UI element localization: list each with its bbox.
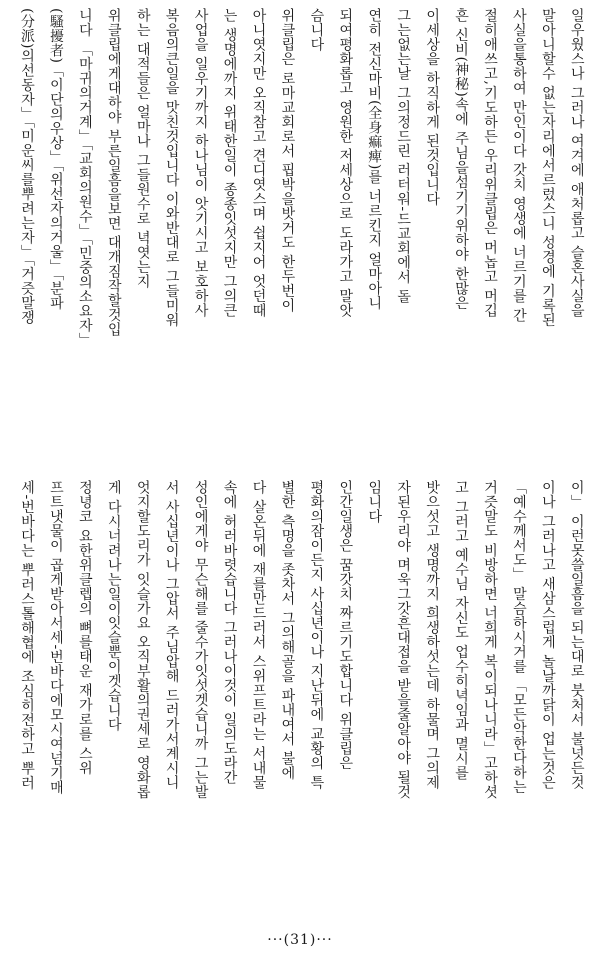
text-column: 인간일생은 꿈갓치 짜르기도합니다 위클립은 <box>337 480 354 771</box>
text-column: 일우웠스나 그러나 여겨에 애처롭고 슬혼사실을 <box>568 8 585 318</box>
text-column: 속에 허러바렷습니다 그러나이것이 일의도라간 <box>221 480 238 785</box>
bottom-text-block <box>14 480 586 920</box>
text-column: 정녕코 요한위클렙의 뼈를태운 재가로를 스위 <box>76 480 93 776</box>
text-column: (騷擾者)「이단의우상」「위선자의거울」「분파 <box>47 8 64 311</box>
text-column: 위클립에게대하야 부른일흠을보면 대개짐작할것입 <box>105 8 122 337</box>
text-column: (分派)의선동자」「미운씨를뿌려는자」「거즛말쟁 <box>19 8 35 325</box>
text-column: 서 사십년이나 그압서 주님압해 드러가서계시니 <box>163 480 180 790</box>
text-column: 게 다시너려나는일이잇슬뿐이겟습니다 <box>105 480 122 732</box>
text-column: 말아니할수 없는자리에서르렀스니 성경에 기록된 <box>539 8 556 328</box>
text-column: 세-번바다는 뿌러스톨해협에 조심히전하고 뿌러 <box>19 480 35 791</box>
text-column: 되여평화롭고 영원한 저세상으로 도라가고 말앗 <box>337 8 354 318</box>
text-column: 니다 「마귀의거계」「교회의원수」「민중의소요자」 <box>76 8 93 347</box>
text-column: 별한 측명을 좃차서 그의해골을 파내여서 불에 <box>279 480 296 781</box>
text-column: 절히애쓰고,기도하든 우리위클립은 머놉고 머깁 <box>482 8 498 318</box>
text-column: 사실을통하여 만인이다 갓치 영생에 너르기를 간 <box>510 8 527 323</box>
text-column: 아니엿지만 오직참고 견디엿스며 쉽지어 엇던때 <box>250 8 267 318</box>
text-column: 자된우리야 며욱그갓흔대접을 받을줄알아야 될것 <box>395 480 412 800</box>
text-column: 밧으섯고 생명까지 희생하섯는데 하물며 그의제 <box>424 480 441 790</box>
text-column: 엇지할도리가 잇슬가요 오직부활의권세로 영화롭 <box>134 480 151 800</box>
text-column: 「예수께서도」 말슴하시거를 「모든악한다하는 <box>510 480 527 795</box>
text-column: 는 생명에까지 위태한일이 종종잇섯지만 그의큰 <box>221 8 238 318</box>
text-column: 그는없는날 그의정드린 러터워-드교회에서 돌 <box>395 8 412 304</box>
text-column: 프트냇물이 곱게받아서세-번바다에모시여넘기매 <box>47 480 64 795</box>
text-column: 다 살온뒤에 재를만드러서 스위프트라는 서내물 <box>250 480 267 790</box>
text-column: 거즛말도 비방하면 너희게 복이되나니라」고하셧 <box>482 480 498 800</box>
text-column: 흔 신비(神秘)속에 주님을섬기기위하야 한많은 <box>453 8 470 311</box>
text-column: 연히 전신마비(全身痲痺)를 너르킨지 얼마아니 <box>366 8 383 311</box>
text-column: 성인에게야 무슨해를 줄수가잇섯겟습니까 그는발 <box>192 480 209 800</box>
text-column: 슴니다 <box>308 8 325 52</box>
text-column: 고 그러고 예수님 자신도 업수히녁임과 멸시를 <box>453 480 470 781</box>
text-column: 복음의큰일을 맛친것입니다 이와반대로 그들미워 <box>163 8 180 328</box>
text-column: 이나 그러나고 새삼스럽게 놀날까닭이 업는것은 <box>539 480 556 790</box>
text-column: 평화의잠이든지 사십년이나 지난뒤에 교황의 특 <box>308 480 325 790</box>
page-number: ···(31)··· <box>267 932 333 948</box>
top-text-block <box>14 8 586 458</box>
text-column: 위클립은 로마교회로서 핍박을밧거도 한두번이 <box>279 8 296 313</box>
text-column: 이」 이런못쓸일흠을 되는대로 붓처서 불넛든것 <box>568 480 585 790</box>
text-column: 사업을 일우기까지 하나님이 앗기시고 보호하사 <box>192 8 209 318</box>
text-column: 임니다 <box>366 480 383 524</box>
text-column: 하는 대적들은 얼마나 그들원수로 녁엿는지 <box>134 8 151 289</box>
text-column: 이세상을 하직하게 된것입니다 <box>424 8 441 207</box>
